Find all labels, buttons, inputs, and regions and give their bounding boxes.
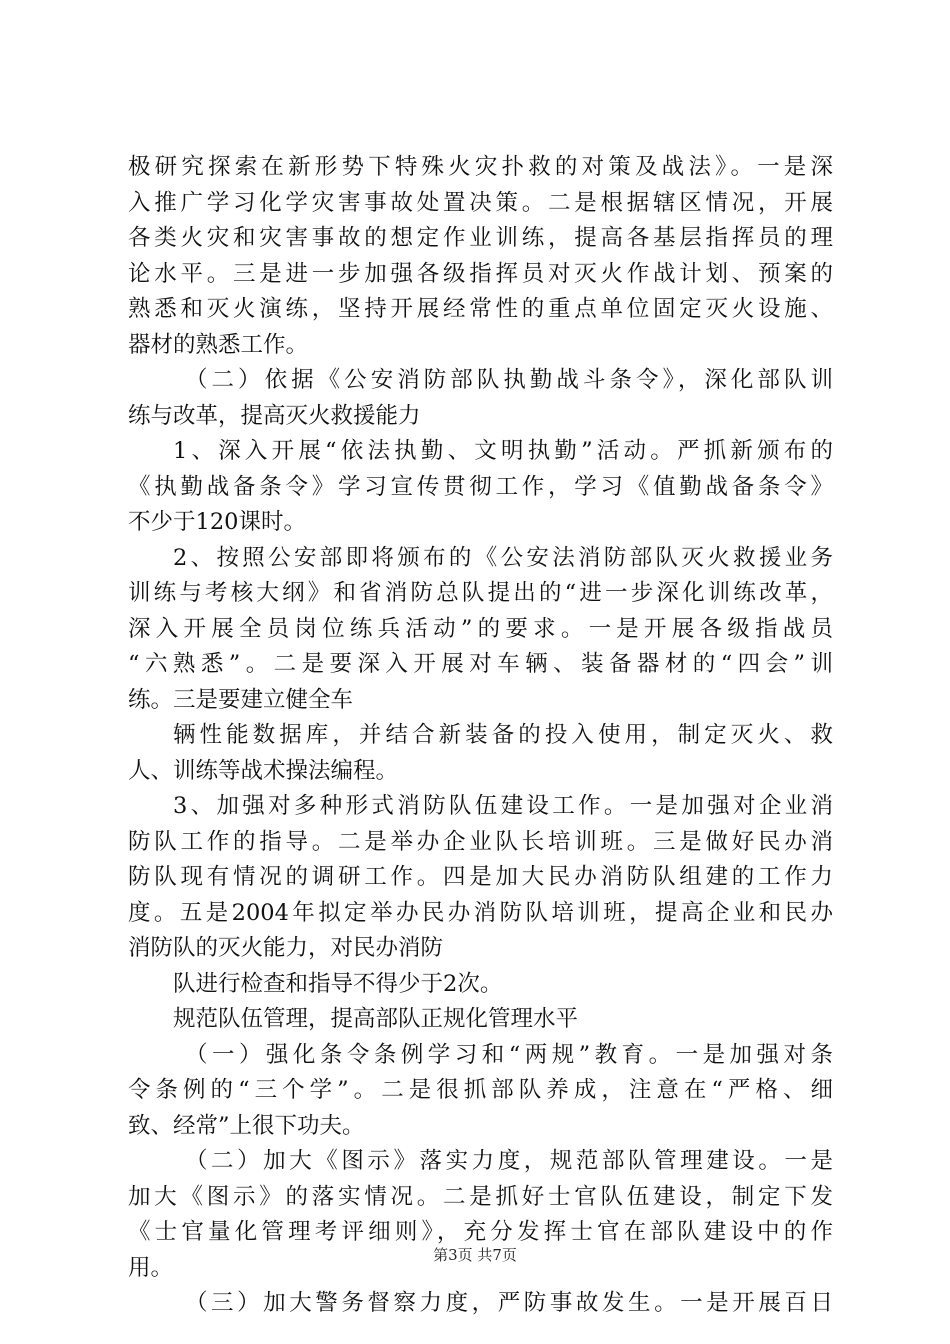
paragraph-first-line: 1、深入开展“依法执勤、文明执勤”活动。严抓新颁布的 <box>173 438 833 464</box>
text-line: 熟悉和灭火演练，坚持开展经常性的重点单位固定灭火设施、 <box>128 296 833 322</box>
text-line: 人、训练等战术操法编程。 <box>128 757 399 784</box>
text-line: 度。五是2004年拟定举办民办消防队培训班，提高企业和民办 <box>128 899 833 926</box>
text-line: 加大《图示》的落实情况。二是抓好士官队伍建设，制定下发 <box>128 1183 833 1210</box>
text-line: 极研究探索在新形势下特殊火灾扑救的对策及战法》。一是深 <box>128 154 833 180</box>
text-line: 各类火灾和灾害事故的想定作业训练，提高各基层指挥员的理 <box>128 225 833 251</box>
text-line: 论水平。三是进一步加强各级指挥员对灭火作战计划、预案的 <box>128 260 833 287</box>
text-line: 致、经常”上很下功夫。 <box>128 1112 365 1139</box>
text-line: 入推广学习化学灾害事故处置决策。二是根据辖区情况，开展 <box>128 189 833 216</box>
section-heading-continued: 练与改革，提高灭火救援能力 <box>128 402 421 429</box>
page-number-label: 第3页 共7页 <box>433 1246 517 1264</box>
text-line: 用。 <box>128 1254 174 1281</box>
page-footer <box>0 1244 950 1265</box>
paragraph-first-line: 队进行检查和指导不得少于2次。 <box>173 970 503 997</box>
text-line: 令条例的“三个学”。二是很抓部队养成，注意在“严格、细 <box>128 1077 833 1103</box>
text-line: 消防队的灭火能力，对民办消防 <box>128 935 444 961</box>
text-line: 深入开展全员岗位练兵活动”的要求。一是开展各级指战员 <box>128 615 833 642</box>
paragraph-first-line: （一）强化条令条例学习和“两规”教育。一是加强对条 <box>185 1041 833 1068</box>
text-line: 器材的熟悉工作。 <box>128 331 309 358</box>
text-line: 《士官量化管理考评细则》，充分发挥士官在部队建设中的作 <box>128 1219 833 1245</box>
paragraph-first-line: （二）加大《图示》落实力度，规范部队管理建设。一是 <box>185 1148 833 1174</box>
document-body <box>128 150 833 1322</box>
paragraph-first-line: 辆性能数据库，并结合新装备的投入使用，制定灭火、救 <box>173 722 833 748</box>
text-line: “六熟悉”。二是要深入开展对车辆、装备器材的“四会”训 <box>128 651 833 677</box>
text-line: 《执勤战备条令》学习宣传贯彻工作，学习《值勤战备条令》 <box>128 473 833 500</box>
text-line: 防队现有情况的调研工作。四是加大民办消防队组建的工作力 <box>128 864 833 890</box>
paragraph-first-line: 3、加强对多种形式消防队伍建设工作。一是加强对企业消 <box>173 793 833 819</box>
section-heading: 规范队伍管理，提高部队正规化管理水平 <box>173 1006 579 1032</box>
paragraph-first-line: 2、按照公安部即将颁布的《公安法消防部队灭火救援业务 <box>173 544 833 571</box>
text-line: 练。三是要建立健全车 <box>128 686 354 713</box>
text-line: 不少于120课时。 <box>128 509 306 535</box>
text-line: 训练与考核大纲》和省消防总队提出的“进一步深化训练改革， <box>128 580 833 606</box>
section-heading: （二）依据《公安消防部队执勤战斗条令》，深化部队训 <box>185 367 833 393</box>
paragraph-first-line: （三）加大警务督察力度，严防事故发生。一是开展百日 <box>185 1290 833 1316</box>
text-line: 防队工作的指导。二是举办企业队长培训班。三是做好民办消 <box>128 828 833 855</box>
